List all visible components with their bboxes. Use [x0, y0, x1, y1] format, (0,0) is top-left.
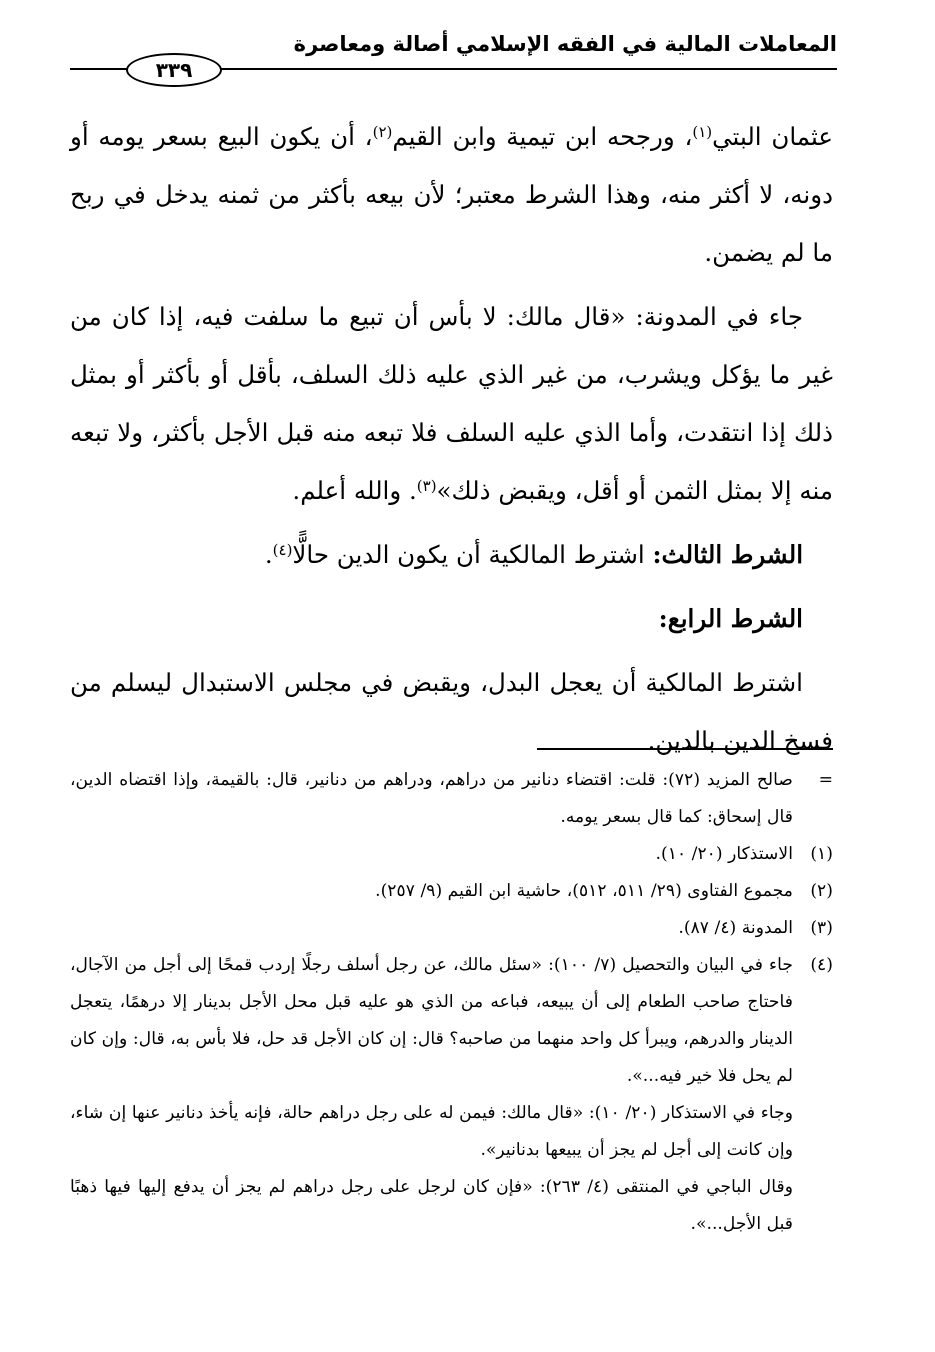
heading-fourth-condition: الشرط الرابع: [658, 604, 803, 633]
footnote-ref-4: (٤) [272, 541, 293, 559]
paragraph-3 [70, 526, 833, 584]
paragraph-5-text: اشترط المالكية أن يعجل البدل، ويقبض في مجلس الاستبدال ليسلم من فسخ الدين بالدين. [70, 668, 833, 755]
footnote-4 [70, 947, 833, 1095]
footnote-text: وقال الباجي في المنتقى (٤/ ٢٦٣): «فإن كان لرجل على رجل دراهم لم يجز أن يدفع إليها فيها ذهبًا قبل الأجل...». [70, 1177, 793, 1234]
paragraph-5 [70, 654, 833, 770]
footnote-text: الاستذكار (٢٠/ ١٠). [655, 844, 793, 864]
paragraph-2 [70, 288, 833, 520]
footnotes [70, 762, 833, 1243]
running-title: المعاملات المالية في الفقه الإسلامي أصالة ومعاصرة [293, 32, 837, 56]
footnote-text: مجموع الفتاوى (٢٩/ ٥١١، ٥١٢)، حاشية ابن القيم (٩/ ٢٥٧). [375, 881, 793, 901]
footnote-ref-2: (٢) [372, 123, 393, 141]
footnote-2 [70, 873, 833, 910]
page-number: ٣٣٩ [126, 53, 222, 87]
paragraph-1-text-c: ، أن يكون البيع بسعر يومه أو دونه، لا أكثر منه، وهذا الشرط معتبر؛ لأن بيعه بأكثر من ثمنه يدخل في ربح ما لم يضمن. [70, 122, 833, 267]
footnote-mark: (٢) [810, 881, 833, 901]
footnote-mark: (٣) [810, 918, 833, 938]
footnote-3 [70, 910, 833, 947]
paragraph-1-text-a: عثمان البتي [712, 122, 833, 151]
paragraph-4 [70, 590, 833, 648]
footnote-separator [537, 748, 833, 750]
main-text [70, 108, 833, 776]
footnote-text: المدونة (٤/ ٨٧). [678, 918, 793, 938]
footnote-text: صالح المزيد (٧٢): قلت: اقتضاء دنانير من دراهم، ودراهم من دنانير، قال: بالقيمة، وإذا اقتضاه الدين، قال إسحاق: كما قال بسعر يومه. [70, 770, 793, 827]
footnote-4-continued-b [70, 1169, 833, 1243]
footnote-text: جاء في البيان والتحصيل (٧/ ١٠٠): «سئل مالك، عن رجل أسلف رجلًا إردب قمحًا إلى أجل من الآجال، فاحتاج صاحب الطعام إلى أن يبيعه، فباعه من الذي هو عليه قبل محل الأجل بدينار إلا درهمًا، يتعجل الدينار والدرهم، ويبرأ كل واحد منهما من صاحبه؟ قال: إن كان الأجل قد حل، فلا بأس به، قال: وإن كان لم يحل فلا خير فيه...». [70, 955, 794, 1086]
paragraph-3-text: اشترط المالكية أن يكون الدين حالًّا [292, 540, 653, 569]
footnote-mark: (١) [810, 844, 833, 864]
footnote-mark: = [818, 770, 833, 790]
footnote-ref-1: (١) [692, 123, 713, 141]
footnote-4-continued-a [70, 1095, 833, 1169]
paragraph-1 [70, 108, 833, 282]
footnote-text: وجاء في الاستذكار (٢٠/ ١٠): «قال مالك: فيمن له على رجل دراهم حالة، فإنه يأخذ دنانير عنها إن شاء، وإن كانت إلى أجل لم يجز أن يبيعها بدنانير». [70, 1103, 793, 1160]
footnote-ref-3: (٣) [416, 477, 437, 495]
footnote-1 [70, 836, 833, 873]
footnote-mark: (٤) [810, 955, 833, 975]
paragraph-2-end: . والله أعلم. [292, 476, 417, 505]
heading-third-condition: الشرط الثالث: [652, 540, 803, 569]
paragraph-2-quote: جاء في المدونة: «قال مالك: لا بأس أن تبيع ما سلفت فيه، إذا كان من غير ما يؤكل ويشرب، من غير الذي عليه ذلك السلف، بأقل أو بأكثر أو بمثل ذلك إذا انتقدت، وأما الذي عليه السلف فلا تبعه منه قبل الأجل بأكثر، ولا تبعه منه إلا بمثل الثمن أو أقل، ويقبض ذلك» [70, 302, 833, 505]
page-header [70, 22, 837, 82]
paragraph-3-end: . [264, 540, 273, 569]
paragraph-1-text-b: ، ورجحه ابن تيمية وابن القيم [392, 122, 693, 151]
footnote-continued [70, 762, 833, 836]
